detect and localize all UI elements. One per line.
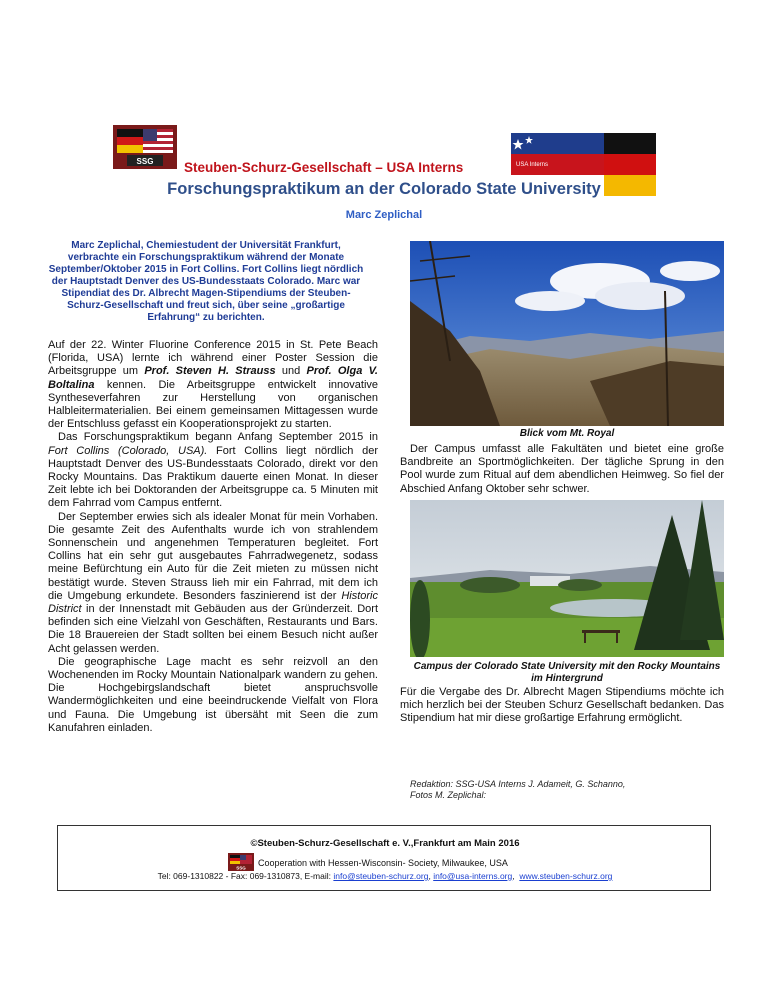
- footer-cooperation: Cooperation with Hessen-Wisconsin- Society, Milwaukee, USA: [258, 858, 508, 868]
- website-link[interactable]: www.steuben-schurz.org: [519, 871, 613, 881]
- footer: [57, 825, 711, 891]
- paragraph-6: Für die Vergabe des Dr. Albrecht Magen Stipendiums möchte ich mich herzlich bei der Steuben Schurz Gesellschaft bedanken. Das Stipendium hat mir diese großartige Erfahrung ermöglicht.: [400, 686, 724, 725]
- right-column-text-1: [400, 443, 724, 496]
- page-title: Forschungspraktikum an der Colorado State University: [167, 180, 601, 198]
- footer-contact: Tel: 069-1310822 - Fax: 069-1310873, E-mail: info@steuben-schurz.org, info@usa-interns.org, www.steuben-schurz.org: [157, 871, 613, 881]
- intro-text: Marc Zeplichal, Chemiestudent der Universität Frankfurt, verbrachte ein Forschungspraktikum während der Monate September/Oktober 2015 in Fort Collins. Fort Collins liegt nördlich der Hauptstadt Denver des US-Bundesstaats Colorado. Marc war Stipendiat des Dr. Albrecht Magen-Stipendiums der Steuben-Schurz-Gesellschaft und freut sich, über seine „großartige Erfahrung“ zu berichten.: [48, 240, 364, 323]
- credits: [410, 779, 724, 801]
- paragraph-2: Das Forschungspraktikum begann Anfang September 2015 in Fort Collins (Colorado, USA). Fort Collins liegt nördlich der Hauptstadt Denver des US-Bundesstaats Colorado, direkt vor den Rocky Mountains. Das Praktikum dauerte einen Monat. In dieser Zeit lebte ich bei Doktoranden der Arbeitsgruppe ca. 5 Minuten mit dem Fahrrad vom Campus entfernt.: [48, 431, 378, 510]
- usa-interns-logo-text: USA Interns: [516, 162, 549, 168]
- campus-photo: [410, 500, 724, 657]
- footer-logo-text: SSG: [236, 865, 246, 871]
- paragraph-4: Die geographische Lage macht es sehr reizvoll an den Wochenenden im Rocky Mountain Nationalpark wandern zu gehen. Die Hochgebirgslandschaft bietet anspruchsvolle Wandermöglichkeiten und eine beeindruckende Vielfalt von Flora und Fauna. Die Umgebung ist übersäht mit Seen die zum Kanufahren einladen.: [48, 655, 378, 734]
- photo1-caption: Blick vom Mt. Royal: [519, 428, 615, 439]
- ssg-logo-text: SSG: [136, 157, 154, 166]
- credits-photos: Fotos M. Zeplichal:: [410, 790, 487, 800]
- org-name: Steuben-Schurz-Gesellschaft – USA Interns: [184, 160, 464, 175]
- right-column-text-2: [400, 686, 724, 726]
- ssg-logo: [113, 125, 177, 169]
- left-column: [48, 339, 378, 735]
- name-strauss: Prof. Steven H. Strauss: [144, 365, 276, 378]
- footer-copyright: ©Steuben-Schurz-Gesellschaft e. V.,Frankfurt am Main 2016: [250, 838, 520, 849]
- paragraph-1: Auf der 22. Winter Fluorine Conference 2015 in St. Pete Beach (Florida, USA) lernte ich während einer Poster Session die Arbeitsgruppe um Prof. Steven H. Strauss und Prof. Olga V. Boltalina kennen. Die Arbeitsgruppe entwickelt innovative Syntheseverfahren zur Herstellung von organischen Halbleitermaterialien. Bei einem gemeinsamen Mittagessen wurde der Entschluss gefasst ein Kooperationsprojekt zu starten.: [48, 339, 378, 431]
- name-boltalina: Prof. Olga V. Boltalina: [48, 365, 378, 391]
- author-name: Marc Zeplichal: [345, 209, 423, 221]
- photo2-caption: Campus der Colorado State University mit den Rocky Mountains im Hintergrund: [413, 661, 721, 684]
- credits-editors: Redaktion: SSG-USA Interns J. Adameit, G. Schanno,: [410, 779, 626, 789]
- paragraph-3: Der September erwies sich als idealer Monat für mein Vorhaben. Die gesamte Zeit des Aufenthalts wurde ich von strahlendem Sonnenschein und angenehmen Temperaturen begleitet. Fort Collins hat ein sehr gut ausgebautes Fahrradwegenetz, sodass meine Befürchtung ein Auto für die Zeit mieten zu müssen nicht bestätigt wurde. Steven Strauss lieh mir ein Fahrrad, mit dem ich die Umgebung erkundete. Besonders faszinierend ist der Historic District in der Innenstadt mit Gebäuden aus der Gründerzeit. Dort befinden sich eine Vielzahl von Geschäften, Restaurants und Bars. Die 18 Brauereien der Stadt sollten bei einem Besuch nicht außer Acht gelassen werden.: [48, 510, 378, 655]
- mountain-photo: [410, 241, 724, 426]
- paragraph-5: Der Campus umfasst alle Fakultäten und bietet eine große Bandbreite an Sportmöglichkeiten. Der tägliche Sprung in den Pool wurde zum Ritual auf dem abendlichen Heimweg. So fiel der Abschied Anfang Oktober sehr schwer.: [400, 443, 724, 495]
- email-link-steuben[interactable]: info@steuben-schurz.org: [333, 871, 429, 881]
- email-link-usa-interns[interactable]: info@usa-interns.org: [433, 871, 513, 881]
- footer-ssg-logo: [228, 853, 254, 871]
